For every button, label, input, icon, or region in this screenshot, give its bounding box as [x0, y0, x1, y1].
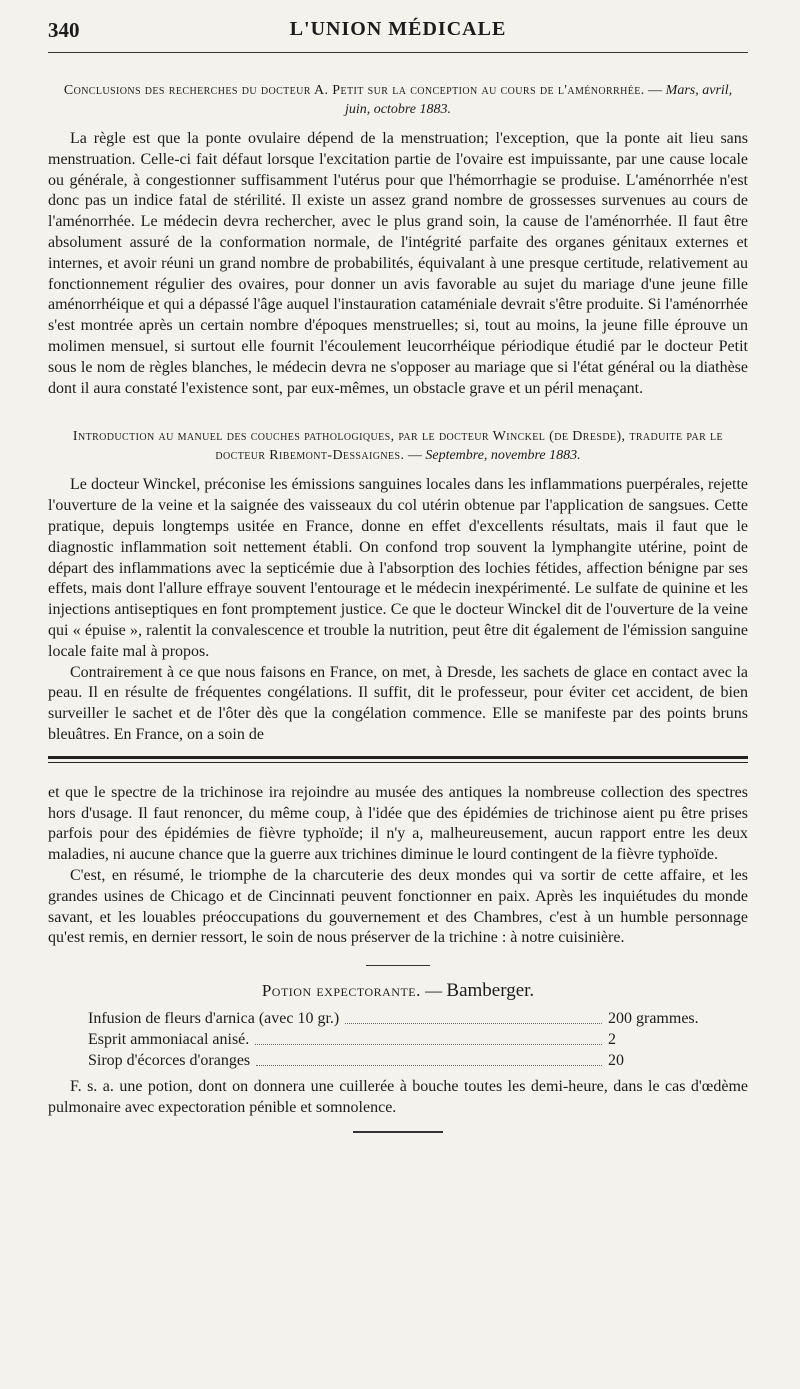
section-title: Introduction au manuel des couches pathologiques, par le docteur Winckel (de Dresde), traduite par le docteur Ribemont-Dessaignes. — Septembre, novembre 1883. [72, 429, 724, 464]
running-title: L'UNION MÉDICALE [289, 18, 507, 40]
section-trichinose [48, 783, 748, 949]
leader-dots [255, 1029, 602, 1045]
header-rule [48, 52, 748, 53]
paragraph: Le docteur Winckel, préconise les émissions sanguines locales dans les inflammations puerpérales, rejette l'ouverture de la veine et la saignée des vaisseaux du col utérin obtenue par l'application de sangsues. Cette pratique, depuis longtemps usitée en France, donne en effet d'excellents résultats, mais il faut que le diagnostic inflammation soit nettement établi. On confond trop souvent la lymphangite utérine, point de départ des inflammations avec la septicémie due à l'absorption des lochies fétides, affection bénigne par ses effets, mais dont l'allure effraye souvent l'entourage et le médecin inexpérimenté. Le sulfate de quinine et les injections antiseptiques en font promptement justice. Ce que le docteur Winckel dit de l'ouverture de la veine qui « épuise », ralentit la convalescence et trouble la nutrition, peut être dit également de l'émission sanguine locale faite mal à propos. [48, 476, 748, 660]
ingredient-label: Esprit ammoniacal anisé. [88, 1031, 250, 1049]
ingredient-qty: 20 [608, 1052, 624, 1070]
section-title-text: Conclusions des recherches du docteur A. Petit sur la conception au cours de l'aménorrhée. [63, 83, 645, 98]
ingredient-qty: 200 grammes. [608, 1010, 699, 1028]
ingredient-qty: 2 [608, 1031, 616, 1049]
ingredient-row [88, 1029, 748, 1050]
column-divider [48, 756, 748, 763]
section-winckel [48, 427, 748, 745]
ingredient-list [88, 1008, 748, 1071]
paragraph: La règle est que la ponte ovulaire dépend de la menstruation; l'exception, que la ponte ait lieu sans menstruation. Celle-ci fait défaut lorsque l'excitation partie de l'ovaire est impuissante, par une cause locale ou générale, à congestionner suffisamment l'utérus pour que l'hémorrhagie se produise. L'aménorrhée n'est donc pas un indice fatal de stérilité. Il existe un assez grand nombre de grossesses survenues au cours de l'aménorrhée. Le médecin devra rechercher, avec le plus grand soin, la cause de l'aménorrhée. Il faut être absolument assuré de la conformation normale, de l'intégrité parfaite des organes génitaux externes et internes, et avoir réuni un grand nombre de probabilités, équivalant à une presque certitude, relativement au fonctionnement régulier des ovaires, pour donner un avis favorable au sujet du mariage d'une jeune fille aménorrhéique et qui a dépassé l'âge auquel l'instauration cataméniale devrait s'être produite. Si l'aménorrhée s'est montrée après un certain nombre d'époques menstruelles; si, tout au moins, la jeune fille éprouve un molimen mensuel, si surtout elle fournit l'écoulement leucorrhéique périodique étudié par le docteur Petit sous le nom de règles blanches, le médecin devra ne s'opposer au mariage que si l'état général ou la diathèse dont il aura constaté l'existence sont, par eux-mêmes, un obstacle grave et un péril menaçant. [48, 130, 748, 397]
leader-dots [345, 1008, 602, 1024]
section-petit [48, 81, 748, 399]
section-date: Septembre, novembre 1883. [425, 448, 581, 464]
ingredient-label: Infusion de fleurs d'arnica (avec 10 gr.) [88, 1010, 340, 1028]
section-title: Conclusions des recherches du docteur A. Petit sur la conception au cours de l'aménorrhée. — Mars, avril, juin, octobre 1883. [63, 83, 733, 117]
recipe-instructions: F. s. a. une potion, dont on donnera une cuillerée à bouche toutes les demi-heure, dans le cas d'œdème pulmonaire avec expectoration pénible et somnolence. [48, 1078, 748, 1116]
recipe-title [48, 980, 748, 1002]
ingredient-row [88, 1050, 748, 1071]
recipe-title-dash: — [420, 981, 447, 1001]
leader-dots [256, 1050, 602, 1066]
page-number: 340 [48, 18, 80, 42]
recipe [48, 980, 748, 1119]
end-rule [353, 1131, 443, 1133]
paragraph: C'est, en résumé, le triomphe de la charcuterie des deux mondes qui va sortir de cette affaire, et les grandes usines de Chicago et de Cincinnati peuvent fonctionner en paix. Après les inquiétudes du monde savant, et les louables préoccupations du gouvernement et des Chambres, c'est à un humble personnage qu'est remis, en dernier ressort, le soin de nous préserver de la trichine : à notre cuisinière. [48, 866, 748, 947]
paragraph: et que le spectre de la trichinose ira rejoindre au musée des antiques la nombreuse collection des spectres hors d'usage. Il faut renoncer, du même coup, à l'idée que des épidémies de trichinose aient pu être prises parfois pour des épidémies de fièvre typhoïde; il n'y a, malheureusement, aucun rapport entre les deux maladies, ni aucune chance que la guerre aux trichines diminue le lourd contingent de la fièvre typhoïde. [48, 783, 748, 864]
recipe-author: Bamberger. [446, 980, 535, 1002]
paragraph: Contrairement à ce que nous faisons en France, on met, à Dresde, les sachets de glace en contact avec la peau. Il en résulte de fréquentes congélations. Il suffit, dit le professeur, pour éviter cet accident, de bien surveiller le sachet et de l'ôter dès que la congélation commence. Elle se manifeste par des points bruns bleuâtres. En France, on a soin de [48, 663, 748, 743]
ingredient-label: Sirop d'écorces d'oranges [88, 1052, 251, 1070]
section-date: Mars, avril, juin, octobre 1883. [344, 83, 733, 117]
recipe-title-text: Potion expectorante. [261, 981, 421, 1001]
section-title-text: Introduction au manuel des couches pathologiques, par le docteur Winckel (de Dresde), traduite par le docteur Ribemont-Dessaignes. [72, 429, 724, 464]
separator-rule [366, 965, 430, 966]
page-header [48, 14, 748, 48]
ingredient-row [88, 1008, 748, 1029]
